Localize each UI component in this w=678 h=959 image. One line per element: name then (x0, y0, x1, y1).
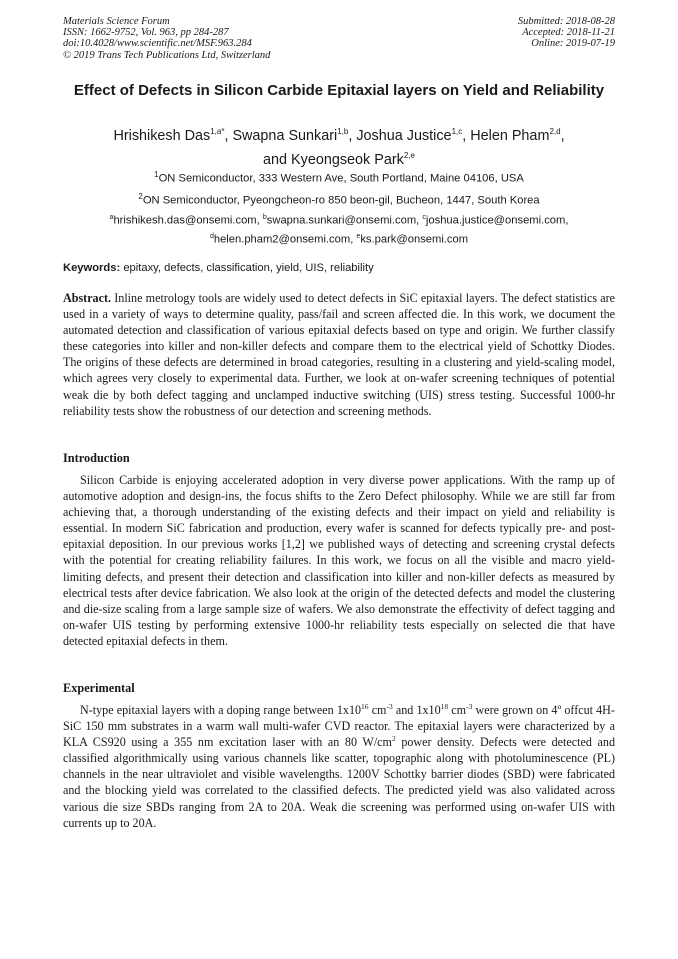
abstract-label: Abstract. (63, 291, 112, 305)
email-link[interactable]: swapna.sunkari@onsemi.com (266, 214, 417, 227)
email-link[interactable]: ks.park@onsemi.com (360, 234, 469, 247)
email-link[interactable]: helen.pham2@onsemi.com (213, 234, 351, 247)
author-list: Hrishikesh Das$^{1,a*}$, Swapna Sunkari$^{1,b}$, Joshua Justice$^{1,c}$, Helen Pham$^{2,d}$, and Kyeongseok Park$^{2,e}$ (113, 127, 565, 168)
doi-line[interactable]: doi:10.4028/www.scientific.net/MSF.963.284 (63, 38, 252, 50)
email-link[interactable]: hrishikesh.das@onsemi.com (113, 214, 257, 227)
submitted-date: Submitted: 2018-08-28 (517, 16, 615, 27)
author-affiliation-mark: 2,e (403, 150, 415, 160)
dates-header (518, 16, 615, 50)
affiliation-text: ON Semiconductor, Pyeongcheon-ro 850 beon-gil, Bucheon, 1447, South Korea (142, 194, 540, 207)
keywords-label: Keywords: (63, 262, 121, 274)
paper-title: Effect of Defects in Silicon Carbide Epitaxial layers on Yield and Reliability (73, 82, 605, 99)
issn-line: ISSN: 1662-9752, Vol. 963, pp 284-287 (63, 27, 229, 39)
affiliation-1 (63, 167, 615, 187)
abstract-paragraph (63, 290, 615, 419)
introduction-heading: Introduction (63, 451, 130, 465)
abstract-text: Inline metrology tools are widely used to detect defects in SiC epitaxial layers. The defect statistics are used in a variety of ways to determine quality, pass/fail and screen affected die. In this work, we document the automated detection and classification of various epitaxial defects based on type and origin. We further classify these categories into killer and non-killer defects and compare them to the electrical yield of Schottky Diodes. The origins of these defects are determined in broad categories, resulting in a clustering and yield-scaling model, which agrees very closely to experimental data. Further, we look at on-wafer screening techniques of potential weak die by both defect tagging and unclamped inductive switching (UIS) stress testing. Successful 1000-hr reliability tests show the robustness of our detection and screening methods. (63, 291, 615, 418)
email-link[interactable]: joshua.justice@onsemi.com (425, 214, 566, 227)
journal-header (63, 16, 270, 61)
author-name: Joshua Justice (356, 127, 452, 144)
introduction-paragraph: Silicon Carbide is enjoying accelerated adoption in very diverse power applications. With the ramp up of automotive adoption and design-ins, the focus shifts to the Zero Defect philosophy. While we are still far from achieving that, a thorough understanding of the existing defects and their impact on yield and reliability is essential. In modern SiC fabrication and production, every wafer is scanned for defects typically pre- and post-epitaxial deposition. In our previous works [1,2] we published ways of detecting and screening crystal defects with the potential for creating reliability failures. In this work, we focus on all the visible and macro yield-limiting defects, and present their detection and classification into killer and non-killer defects as measured by electrical tests after device fabrication. We also look at the origin of the detected defects and model the clustering and die-size scaling from a large sample size of wafers. We also demonstrate the effectivity of defect tagging and on-wafer UIS testing by performing extensive 1000-hr reliability tests especially on selected die that have detected epitaxial defects in them. (63, 473, 615, 648)
author-name: Hrishikesh Das (113, 127, 211, 144)
accepted-date: Accepted: 2018-11-21 (522, 27, 615, 39)
affiliation-text: ON Semiconductor, 333 Western Ave, South Portland, Maine 04106, USA (158, 172, 524, 185)
experimental-heading: Experimental (63, 681, 135, 695)
author-name: Swapna Sunkari (232, 127, 338, 144)
affiliation-mark: 2 (138, 192, 143, 201)
keywords-text: epitaxy, defects, classification, yield, UIS, reliability (123, 262, 374, 274)
email-list: $^a$hrishikesh.das@onsemi.com, $^b$swapna.sunkari@onsemi.com, $^c$joshua.justice@onsemi.com, $^d$helen.pham2@onsemi.com, $^e$ks.park@onsemi.com (109, 214, 569, 247)
online-date: Online: 2019-07-19 (531, 38, 615, 50)
author-name: Helen Pham (470, 127, 550, 144)
author-affiliation-mark: 1,c (451, 127, 463, 136)
affiliation-mark: 1 (154, 170, 159, 179)
author-affiliation-mark: 2,d (549, 127, 561, 136)
experimental-paragraph: N-type epitaxial layers with a doping range between $1x10^{16}$ $cm^{-3}$ and $1x10^{18}$ $cm^{-3}$ were grown on 4º offcut 4H-SiC 150 mm substrates in a warm wall multi-wafer CVD reactor. The epitaxial layers were characterized by a KLA CS920 using a 355 nm excitation laser with an 80 $W/cm^2$ power density. Defects were detected and classified algorithmically using various channels like scatter, topographic along with photoluminescence (PL) channels in the near ultraviolet and visible wavelengths. 1200V Schottky barrier diodes (SBD) were fabricated and the blocking yield was correlated to the classified defects. The predicted yield was also validated across various die size SBDs ranging from 2A to 20A. Weak die screening was performed using on-wafer UIS with currents up to 20A. (63, 701, 615, 830)
affiliation-2 (63, 189, 615, 209)
author-affiliation-mark: 1,a* (210, 127, 225, 136)
author-name: and Kyeongseok Park (263, 151, 404, 168)
author-affiliation-mark: 1,b (337, 127, 349, 136)
copyright-line: © 2019 Trans Tech Publications Ltd, Switzerland (63, 49, 271, 61)
keywords-line (63, 261, 615, 276)
journal-name: Materials Science Forum (63, 16, 170, 27)
